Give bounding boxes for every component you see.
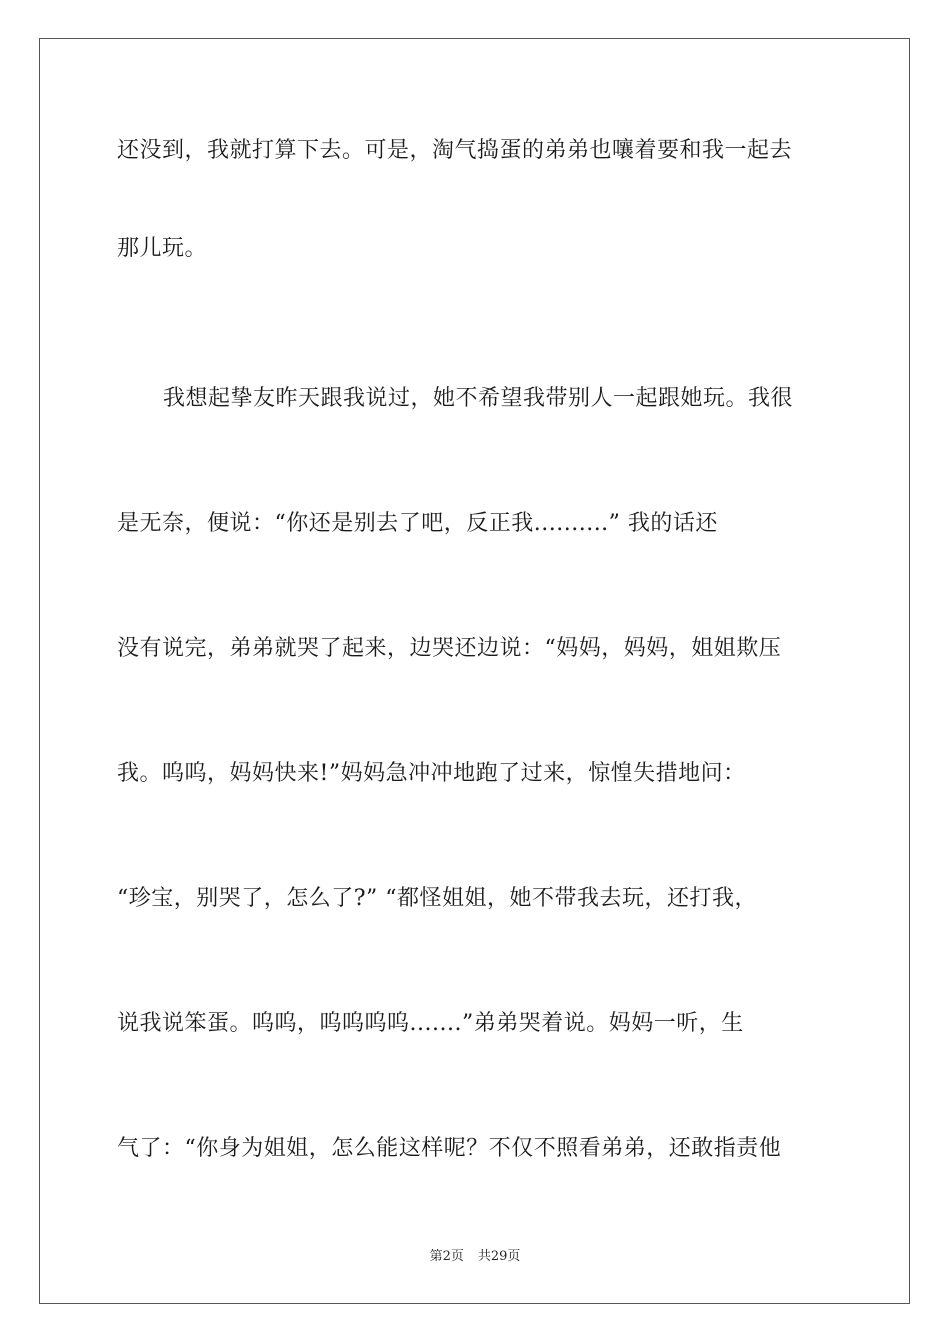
text-line-5: 没有说完，弟弟就哭了起来，边哭还边说：“妈妈，妈妈，姐姐欺压 <box>117 636 782 661</box>
text-line-6: 我。呜呜，妈妈快来!”妈妈急冲冲地跑了过来，惊惶失措地问： <box>117 761 746 786</box>
page-border <box>39 38 910 1304</box>
page-number: 第2页 <box>429 1249 464 1264</box>
page-footer <box>0 1248 950 1266</box>
text-line-4: 是无奈，便说：“你还是别去了吧，反正我..........” 我的话还 <box>117 511 718 536</box>
text-line-7: “珍宝，别哭了，怎么了?” “都怪姐姐，她不带我去玩，还打我， <box>117 886 758 911</box>
text-line-9: 气了：“你身为姐姐，怎么能这样呢？不仅不照看弟弟，还敢指责他 <box>117 1136 782 1161</box>
total-pages: 共29页 <box>477 1249 521 1264</box>
paragraph-start-line: 我想起挚友昨天跟我说过，她不希望我带别人一起跟她玩。我很 <box>163 386 794 411</box>
text-line-8: 说我说笨蛋。呜呜，呜呜呜呜.......”弟弟哭着说。妈妈一听，生 <box>117 1011 744 1036</box>
text-line-2: 那儿玩。 <box>117 236 208 261</box>
text-line-1: 还没到，我就打算下去。可是，淘气捣蛋的弟弟也嚷着要和我一起去 <box>117 138 793 163</box>
